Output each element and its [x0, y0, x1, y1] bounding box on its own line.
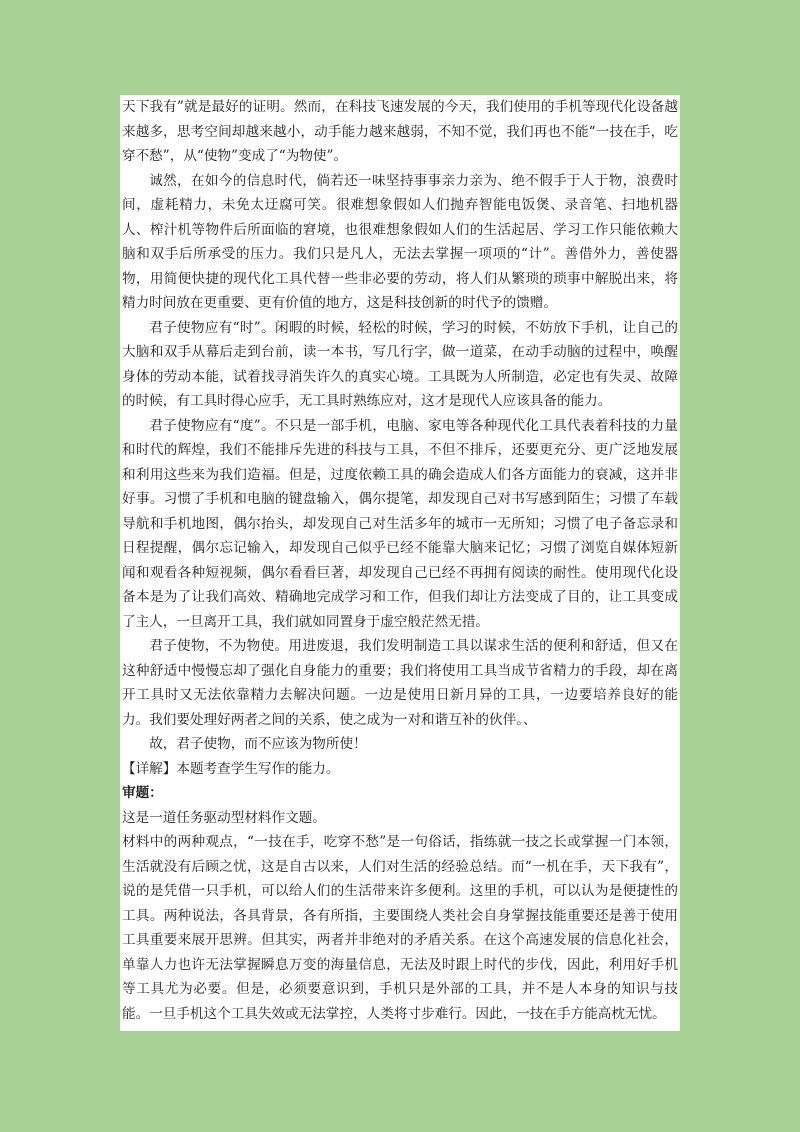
analysis-paragraph: 材料中的两种观点，“一技在手，吃穿不愁”是一句俗话，指练就一技之长或掌握一门本领，生活就没有后顾之忧，这是自古以来，人们对生活的经验总结。而“一机在手，天下我有”，说的是凭借一只手机，可以给人们的生活带来许多便利。这里的手机，可以认为是便捷性的工具。两种说法，各具背景，各有所指，主要围绕人类社会自身掌握技能重要还是善于使用工具重要来展开思辨。但其实，两者并非绝对的矛盾关系。在这个高速发展的信息化社会，单靠人力也许无法掌握瞬息万变的海量信息，无法及时跟上时代的步伐，因此，利用好手机等工具尤为必要。但是，必须要意识到，手机只是外部的工具，并不是人本身的知识与技能。一旦手机这个工具失效或无法掌控，人类将寸步难行。因此，一技在手方能高枕无忧。 — [122, 834, 678, 1022]
explanation-heading: 【详解】本题考查学生写作的能力。 — [122, 760, 340, 777]
essay-conclusion: 故，君子使物，而不应该为物所使！ — [149, 736, 367, 752]
essay-paragraph-4: 君子使物应有“度”。不只是一部手机，电脑、家电等各种现代化工具代表着科技的力量和时代的辉煌，我们不能排斥先进的科技与工具，不但不排斥，还要更充分、更广泛地发展和利用这些来为我们造福。但是，过度依赖工具的确会造成人们各方面能力的衰减，这并非好事。习惯了手机和电脑的键盘输入，偶尔提笔，却发现自己对书写感到陌生；习惯了车载导航和手机地图，偶尔抬头，却发现自己对生活多年的城市一无所知；习惯了电子备忘录和日程提醒，偶尔忘记输入，却发现自己似乎已经不能靠大脑来记忆；习惯了浏览自媒体短新闻和观看各种短视频，偶尔看看巨著，却发现自己已经不再拥有阅读的耐性。使用现代化设备本是为了让我们高效、精确地完成学习和工作，但我们却让方法变成了目的，让工具变成了主人，一旦离开工具，我们就如同置身于虚空般茫然无措。 — [122, 417, 678, 630]
document-page — [120, 95, 680, 1031]
task-type-line: 这是一道任务驱动型材料作文题。 — [122, 809, 326, 826]
essay-paragraph-5: 君子使物，不为物使。用进废退，我们发明制造工具以谋求生活的便利和舒适，但又在这种舒适中慢慢忘却了强化自身能力的重要；我们将使用工具当成节省精力的手段，却在离开工具时又无法依靠精力去解决问题。一边是使用日新月异的工具，一边要培养良好的能力。我们要处理好两者之间的关系，使之成为一对和谐互补的伙伴。、 — [122, 638, 678, 728]
review-heading: 审题： — [122, 785, 163, 801]
essay-paragraph-1: 天下我有”就是最好的证明。然而，在科技飞速发展的今天，我们使用的手机等现代化设备越来越多，思考空间却越来越小，动手能力越来越弱，不知不觉，我们再也不能“一技在手，吃穿不愁”，从“使物”变成了“为物使”。 — [122, 99, 678, 164]
essay-paragraph-2: 诚然，在如今的信息时代，倘若还一味坚持事事亲力亲为、绝不假手于人于物，浪费时间，虚耗精力，未免太迂腐可笑。很难想象假如人们抛弃智能电饭煲、录音笔、扫地机器人、榨汁机等物件后所面临的窘境，也很难想象假如人们的生活起居、学习工作只能依赖大脑和双手后所承受的压力。我们只是凡人，无法去掌握一项项的“计”。善借外力，善使器物，用简便快捷的现代化工具代替一些非必要的劳动，将人们从繁琐的琐事中解脱出来，将精力时间放在更重要、更有价值的地方，这是科技创新的时代予的馈赠。 — [122, 172, 678, 311]
essay-paragraph-3: 君子使物应有“时”。闲暇的时候，轻松的时候，学习的时候，不妨放下手机，让自己的大脑和双手从幕后走到台前，读一本书，写几行字，做一道菜，在动手动脑的过程中，唤醒身体的劳动本能，试着找寻消失许久的真实心境。工具既为人所制造，必定也有失灵、故障的时候，有工具时得心应手，无工具时熟练应对，这才是现代人应该具备的能力。 — [122, 319, 678, 409]
